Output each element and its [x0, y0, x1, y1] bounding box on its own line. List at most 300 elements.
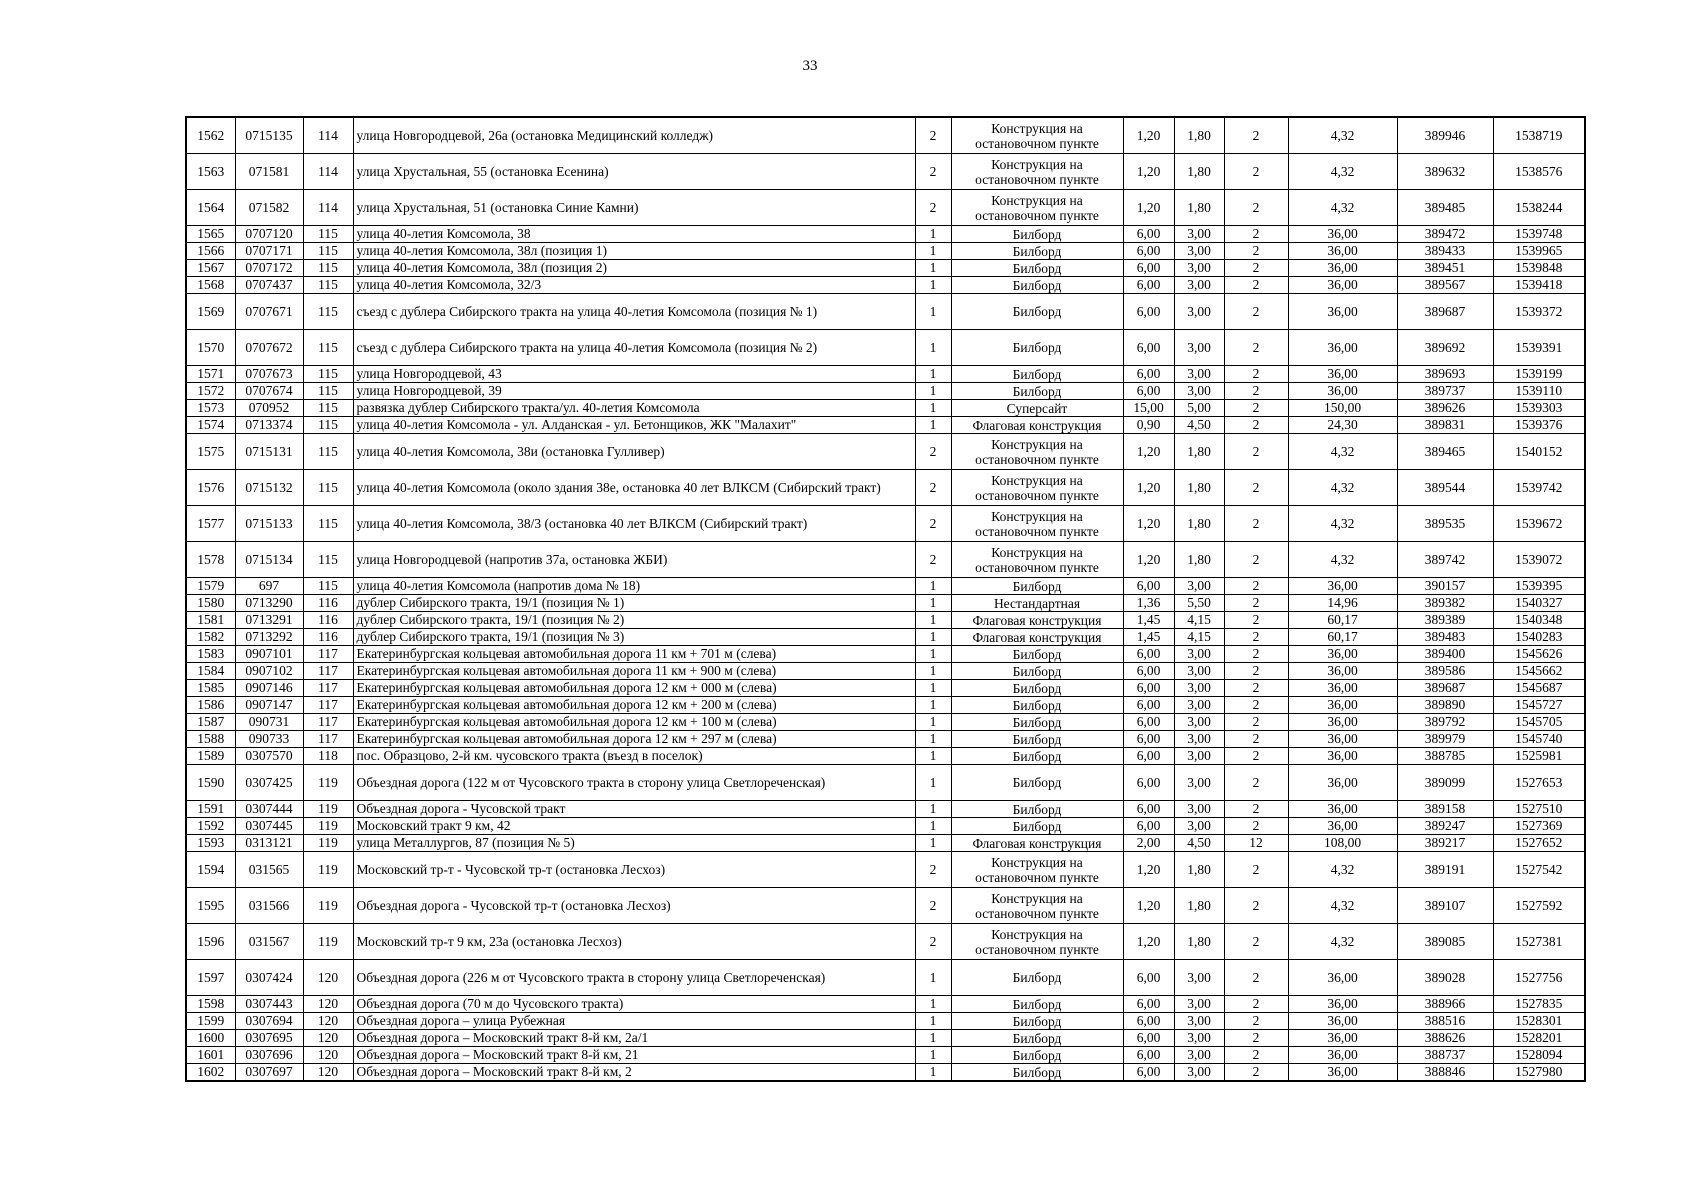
- cell-zone: 117: [303, 646, 353, 663]
- cell-coord-y: 1539391: [1493, 330, 1585, 366]
- cell-area: 108,00: [1288, 835, 1397, 852]
- cell-coord-x: 388626: [1397, 1030, 1493, 1047]
- cell-zone: 115: [303, 226, 353, 243]
- cell-sides: 1: [915, 960, 951, 996]
- cell-address: улица Металлургов, 87 (позиция № 5): [353, 835, 915, 852]
- cell-area: 24,30: [1288, 417, 1397, 434]
- cell-width: 6,00: [1123, 748, 1174, 765]
- cell-row-number: 1588: [186, 731, 235, 748]
- cell-height: 1,80: [1174, 470, 1224, 506]
- cell-address: пос. Образцово, 2-й км. чусовского тракта (въезд в поселок): [353, 748, 915, 765]
- cell-faces: 2: [1224, 818, 1288, 835]
- cell-code: 0707673: [235, 366, 303, 383]
- cell-width: 1,20: [1123, 852, 1174, 888]
- cell-address: Объездная дорога (70 м до Чусовского тракта): [353, 996, 915, 1013]
- cell-coord-x: 389483: [1397, 629, 1493, 646]
- cell-area: 36,00: [1288, 578, 1397, 595]
- cell-structure-type: Билборд: [951, 1013, 1123, 1030]
- cell-coord-y: 1539848: [1493, 260, 1585, 277]
- cell-structure-type: Конструкция на остановочном пункте: [951, 190, 1123, 226]
- cell-code: 0307444: [235, 801, 303, 818]
- cell-code: 0313121: [235, 835, 303, 852]
- cell-coord-x: 389191: [1397, 852, 1493, 888]
- cell-zone: 119: [303, 924, 353, 960]
- cell-code: 0907146: [235, 680, 303, 697]
- table-row: [186, 646, 1585, 663]
- cell-code: 0307425: [235, 765, 303, 801]
- cell-faces: 2: [1224, 714, 1288, 731]
- table-row: [186, 731, 1585, 748]
- cell-zone: 115: [303, 434, 353, 470]
- cell-coord-x: 388846: [1397, 1064, 1493, 1082]
- cell-area: 36,00: [1288, 680, 1397, 697]
- table-row: [186, 260, 1585, 277]
- cell-sides: 1: [915, 680, 951, 697]
- cell-code: 031565: [235, 852, 303, 888]
- cell-width: 1,20: [1123, 154, 1174, 190]
- cell-area: 4,32: [1288, 852, 1397, 888]
- cell-zone: 117: [303, 697, 353, 714]
- cell-faces: 2: [1224, 190, 1288, 226]
- cell-sides: 1: [915, 612, 951, 629]
- cell-width: 1,36: [1123, 595, 1174, 612]
- cell-code: 0713374: [235, 417, 303, 434]
- cell-area: 60,17: [1288, 612, 1397, 629]
- cell-row-number: 1592: [186, 818, 235, 835]
- cell-structure-type: Флаговая конструкция: [951, 835, 1123, 852]
- cell-area: 4,32: [1288, 506, 1397, 542]
- cell-sides: 1: [915, 748, 951, 765]
- cell-row-number: 1594: [186, 852, 235, 888]
- cell-height: 1,80: [1174, 542, 1224, 578]
- cell-row-number: 1578: [186, 542, 235, 578]
- cell-faces: 2: [1224, 1030, 1288, 1047]
- cell-structure-type: Билборд: [951, 243, 1123, 260]
- cell-area: 36,00: [1288, 1013, 1397, 1030]
- cell-faces: 2: [1224, 542, 1288, 578]
- cell-faces: 2: [1224, 470, 1288, 506]
- cell-coord-y: 1539072: [1493, 542, 1585, 578]
- cell-coord-y: 1539742: [1493, 470, 1585, 506]
- cell-faces: 2: [1224, 888, 1288, 924]
- cell-code: 0715135: [235, 117, 303, 154]
- cell-address: съезд с дублера Сибирского тракта на улица 40-летия Комсомола (позиция № 2): [353, 330, 915, 366]
- cell-zone: 115: [303, 383, 353, 400]
- cell-structure-type: Флаговая конструкция: [951, 629, 1123, 646]
- cell-zone: 117: [303, 663, 353, 680]
- cell-height: 3,00: [1174, 330, 1224, 366]
- cell-code: 0715131: [235, 434, 303, 470]
- cell-coord-x: 389382: [1397, 595, 1493, 612]
- cell-address: дублер Сибирского тракта, 19/1 (позиция № 1): [353, 595, 915, 612]
- table-row: [186, 714, 1585, 731]
- cell-area: 36,00: [1288, 330, 1397, 366]
- cell-row-number: 1564: [186, 190, 235, 226]
- cell-area: 36,00: [1288, 243, 1397, 260]
- cell-structure-type: Билборд: [951, 680, 1123, 697]
- table-body: [186, 117, 1585, 1081]
- cell-width: 6,00: [1123, 383, 1174, 400]
- cell-width: 6,00: [1123, 731, 1174, 748]
- cell-height: 3,00: [1174, 277, 1224, 294]
- cell-width: 6,00: [1123, 646, 1174, 663]
- cell-faces: 2: [1224, 697, 1288, 714]
- cell-coord-x: 388966: [1397, 996, 1493, 1013]
- cell-coord-y: 1527592: [1493, 888, 1585, 924]
- cell-sides: 1: [915, 366, 951, 383]
- cell-faces: 2: [1224, 366, 1288, 383]
- cell-address: Объездная дорога (226 м от Чусовского тракта в сторону улица Светлореченская): [353, 960, 915, 996]
- cell-faces: 2: [1224, 924, 1288, 960]
- cell-coord-x: 389389: [1397, 612, 1493, 629]
- cell-address: Екатеринбургская кольцевая автомобильная дорога 12 км + 200 м (слева): [353, 697, 915, 714]
- cell-row-number: 1563: [186, 154, 235, 190]
- cell-coord-x: 389247: [1397, 818, 1493, 835]
- cell-sides: 2: [915, 542, 951, 578]
- cell-structure-type: Билборд: [951, 663, 1123, 680]
- cell-zone: 120: [303, 1013, 353, 1030]
- cell-coord-x: 389687: [1397, 294, 1493, 330]
- cell-row-number: 1568: [186, 277, 235, 294]
- cell-row-number: 1573: [186, 400, 235, 417]
- cell-sides: 1: [915, 646, 951, 663]
- cell-faces: 12: [1224, 835, 1288, 852]
- cell-coord-x: 389742: [1397, 542, 1493, 578]
- cell-faces: 2: [1224, 400, 1288, 417]
- cell-width: 1,20: [1123, 434, 1174, 470]
- cell-width: 1,45: [1123, 629, 1174, 646]
- cell-row-number: 1581: [186, 612, 235, 629]
- cell-height: 3,00: [1174, 578, 1224, 595]
- cell-code: 0707674: [235, 383, 303, 400]
- cell-zone: 116: [303, 629, 353, 646]
- cell-width: 6,00: [1123, 366, 1174, 383]
- table-row: [186, 243, 1585, 260]
- cell-code: 071582: [235, 190, 303, 226]
- cell-coord-x: 389626: [1397, 400, 1493, 417]
- cell-code: 0907147: [235, 697, 303, 714]
- cell-structure-type: Билборд: [951, 818, 1123, 835]
- table-row: [186, 835, 1585, 852]
- table-row: [186, 294, 1585, 330]
- cell-sides: 1: [915, 595, 951, 612]
- cell-coord-y: 1539199: [1493, 366, 1585, 383]
- cell-address: улица 40-летия Комсомола, 38: [353, 226, 915, 243]
- cell-coord-x: 389085: [1397, 924, 1493, 960]
- cell-area: 4,32: [1288, 888, 1397, 924]
- cell-height: 3,00: [1174, 243, 1224, 260]
- cell-sides: 2: [915, 506, 951, 542]
- cell-width: 1,20: [1123, 888, 1174, 924]
- cell-zone: 117: [303, 731, 353, 748]
- cell-zone: 120: [303, 1064, 353, 1082]
- cell-structure-type: Билборд: [951, 996, 1123, 1013]
- cell-structure-type: Флаговая конструкция: [951, 417, 1123, 434]
- cell-width: 1,20: [1123, 506, 1174, 542]
- cell-area: 60,17: [1288, 629, 1397, 646]
- table-row: [186, 366, 1585, 383]
- cell-area: 4,32: [1288, 434, 1397, 470]
- cell-zone: 120: [303, 996, 353, 1013]
- cell-coord-x: 389535: [1397, 506, 1493, 542]
- cell-row-number: 1583: [186, 646, 235, 663]
- cell-code: 0307443: [235, 996, 303, 1013]
- cell-address: улица 40-летия Комсомола - ул. Алданская - ул. Бетонщиков, ЖК "Малахит": [353, 417, 915, 434]
- cell-area: 36,00: [1288, 818, 1397, 835]
- cell-structure-type: Билборд: [951, 765, 1123, 801]
- cell-coord-x: 388785: [1397, 748, 1493, 765]
- cell-area: 36,00: [1288, 765, 1397, 801]
- table-row: [186, 154, 1585, 190]
- cell-structure-type: Билборд: [951, 1047, 1123, 1064]
- table-row: [186, 748, 1585, 765]
- cell-height: 4,15: [1174, 612, 1224, 629]
- cell-width: 6,00: [1123, 578, 1174, 595]
- cell-sides: 1: [915, 400, 951, 417]
- cell-faces: 2: [1224, 960, 1288, 996]
- cell-zone: 115: [303, 294, 353, 330]
- cell-structure-type: Билборд: [951, 578, 1123, 595]
- cell-code: 0713292: [235, 629, 303, 646]
- cell-code: 0713291: [235, 612, 303, 629]
- cell-sides: 2: [915, 117, 951, 154]
- cell-row-number: 1579: [186, 578, 235, 595]
- cell-coord-x: 389586: [1397, 663, 1493, 680]
- cell-faces: 2: [1224, 434, 1288, 470]
- cell-row-number: 1597: [186, 960, 235, 996]
- cell-height: 3,00: [1174, 260, 1224, 277]
- cell-area: 36,00: [1288, 801, 1397, 818]
- cell-coord-y: 1527542: [1493, 852, 1585, 888]
- cell-zone: 115: [303, 470, 353, 506]
- cell-width: 1,45: [1123, 612, 1174, 629]
- cell-faces: 2: [1224, 383, 1288, 400]
- cell-zone: 115: [303, 366, 353, 383]
- cell-faces: 2: [1224, 595, 1288, 612]
- cell-structure-type: Конструкция на остановочном пункте: [951, 434, 1123, 470]
- cell-address: улица Новгородцевой, 26а (остановка Медицинский колледж): [353, 117, 915, 154]
- cell-zone: 115: [303, 243, 353, 260]
- cell-structure-type: Конструкция на остановочном пункте: [951, 470, 1123, 506]
- cell-structure-type: Конструкция на остановочном пункте: [951, 888, 1123, 924]
- cell-height: 1,80: [1174, 154, 1224, 190]
- cell-zone: 120: [303, 1030, 353, 1047]
- cell-coord-y: 1528094: [1493, 1047, 1585, 1064]
- cell-address: дублер Сибирского тракта, 19/1 (позиция № 3): [353, 629, 915, 646]
- cell-zone: 116: [303, 595, 353, 612]
- cell-coord-x: 389946: [1397, 117, 1493, 154]
- cell-width: 6,00: [1123, 1013, 1174, 1030]
- cell-coord-y: 1540283: [1493, 629, 1585, 646]
- cell-coord-y: 1527653: [1493, 765, 1585, 801]
- cell-structure-type: Билборд: [951, 294, 1123, 330]
- cell-width: 6,00: [1123, 277, 1174, 294]
- cell-faces: 2: [1224, 417, 1288, 434]
- cell-area: 36,00: [1288, 1030, 1397, 1047]
- cell-sides: 1: [915, 383, 951, 400]
- cell-coord-x: 389890: [1397, 697, 1493, 714]
- cell-code: 0307424: [235, 960, 303, 996]
- cell-address: улица Новгородцевой, 43: [353, 366, 915, 383]
- cell-area: 4,32: [1288, 924, 1397, 960]
- cell-area: 14,96: [1288, 595, 1397, 612]
- cell-row-number: 1576: [186, 470, 235, 506]
- cell-faces: 2: [1224, 117, 1288, 154]
- cell-faces: 2: [1224, 154, 1288, 190]
- cell-width: 15,00: [1123, 400, 1174, 417]
- cell-address: Объездная дорога – улица Рубежная: [353, 1013, 915, 1030]
- cell-code: 0707120: [235, 226, 303, 243]
- cell-height: 3,00: [1174, 226, 1224, 243]
- cell-faces: 2: [1224, 578, 1288, 595]
- cell-height: 3,00: [1174, 818, 1224, 835]
- cell-coord-y: 1539376: [1493, 417, 1585, 434]
- cell-coord-y: 1527381: [1493, 924, 1585, 960]
- cell-structure-type: Конструкция на остановочном пункте: [951, 924, 1123, 960]
- cell-code: 0307695: [235, 1030, 303, 1047]
- table-row: [186, 924, 1585, 960]
- table-row: [186, 595, 1585, 612]
- cell-coord-y: 1525981: [1493, 748, 1585, 765]
- cell-width: 6,00: [1123, 801, 1174, 818]
- cell-sides: 1: [915, 578, 951, 595]
- cell-faces: 2: [1224, 243, 1288, 260]
- cell-area: 36,00: [1288, 748, 1397, 765]
- advertising-structures-table: [185, 116, 1586, 1082]
- cell-row-number: 1565: [186, 226, 235, 243]
- cell-structure-type: Билборд: [951, 1030, 1123, 1047]
- cell-height: 3,00: [1174, 765, 1224, 801]
- cell-code: 0715133: [235, 506, 303, 542]
- cell-sides: 1: [915, 260, 951, 277]
- cell-area: 36,00: [1288, 277, 1397, 294]
- cell-address: улица Хрустальная, 51 (остановка Синие Камни): [353, 190, 915, 226]
- table-row: [186, 1064, 1585, 1082]
- cell-coord-y: 1527652: [1493, 835, 1585, 852]
- cell-coord-y: 1540348: [1493, 612, 1585, 629]
- cell-address: улица 40-летия Комсомола (напротив дома № 18): [353, 578, 915, 595]
- cell-coord-x: 389567: [1397, 277, 1493, 294]
- cell-address: Екатеринбургская кольцевая автомобильная дорога 12 км + 000 м (слева): [353, 680, 915, 697]
- cell-coord-x: 390157: [1397, 578, 1493, 595]
- cell-sides: 1: [915, 1013, 951, 1030]
- cell-zone: 115: [303, 417, 353, 434]
- cell-height: 1,80: [1174, 434, 1224, 470]
- cell-code: 0707437: [235, 277, 303, 294]
- cell-height: 3,00: [1174, 960, 1224, 996]
- cell-sides: 1: [915, 996, 951, 1013]
- cell-row-number: 1596: [186, 924, 235, 960]
- cell-code: 0715134: [235, 542, 303, 578]
- cell-coord-y: 1539748: [1493, 226, 1585, 243]
- cell-faces: 2: [1224, 748, 1288, 765]
- cell-height: 3,00: [1174, 996, 1224, 1013]
- cell-coord-x: 389693: [1397, 366, 1493, 383]
- cell-area: 36,00: [1288, 1064, 1397, 1082]
- cell-coord-y: 1539110: [1493, 383, 1585, 400]
- cell-sides: 2: [915, 434, 951, 470]
- cell-width: 1,20: [1123, 190, 1174, 226]
- cell-structure-type: Билборд: [951, 714, 1123, 731]
- cell-address: улица 40-летия Комсомола, 38/3 (остановка 40 лет ВЛКСМ (Сибирский тракт): [353, 506, 915, 542]
- cell-code: 0715132: [235, 470, 303, 506]
- cell-row-number: 1585: [186, 680, 235, 697]
- cell-height: 1,80: [1174, 852, 1224, 888]
- table-row: [186, 818, 1585, 835]
- cell-row-number: 1570: [186, 330, 235, 366]
- cell-height: 3,00: [1174, 294, 1224, 330]
- cell-zone: 119: [303, 852, 353, 888]
- cell-faces: 2: [1224, 226, 1288, 243]
- cell-area: 36,00: [1288, 996, 1397, 1013]
- cell-code: 0307694: [235, 1013, 303, 1030]
- table-row: [186, 697, 1585, 714]
- cell-sides: 1: [915, 277, 951, 294]
- cell-row-number: 1580: [186, 595, 235, 612]
- cell-coord-y: 1527835: [1493, 996, 1585, 1013]
- cell-code: 0707671: [235, 294, 303, 330]
- cell-row-number: 1590: [186, 765, 235, 801]
- cell-width: 6,00: [1123, 243, 1174, 260]
- cell-zone: 119: [303, 765, 353, 801]
- cell-address: дублер Сибирского тракта, 19/1 (позиция № 2): [353, 612, 915, 629]
- cell-width: 6,00: [1123, 714, 1174, 731]
- cell-address: Объездная дорога – Московский тракт 8-й км, 21: [353, 1047, 915, 1064]
- cell-faces: 2: [1224, 996, 1288, 1013]
- cell-width: 6,00: [1123, 663, 1174, 680]
- cell-coord-x: 389107: [1397, 888, 1493, 924]
- cell-row-number: 1599: [186, 1013, 235, 1030]
- cell-address: Московский тракт 9 км, 42: [353, 818, 915, 835]
- cell-coord-x: 388737: [1397, 1047, 1493, 1064]
- cell-area: 4,32: [1288, 190, 1397, 226]
- cell-sides: 1: [915, 801, 951, 818]
- cell-width: 1,20: [1123, 924, 1174, 960]
- cell-width: 2,00: [1123, 835, 1174, 852]
- cell-faces: 2: [1224, 330, 1288, 366]
- table-row: [186, 960, 1585, 996]
- cell-height: 1,80: [1174, 117, 1224, 154]
- cell-row-number: 1566: [186, 243, 235, 260]
- cell-structure-type: Флаговая конструкция: [951, 612, 1123, 629]
- cell-coord-y: 1545727: [1493, 697, 1585, 714]
- page-number: 33: [802, 58, 818, 74]
- cell-height: 4,50: [1174, 835, 1224, 852]
- cell-address: Екатеринбургская кольцевая автомобильная дорога 11 км + 701 м (слева): [353, 646, 915, 663]
- cell-faces: 2: [1224, 612, 1288, 629]
- cell-row-number: 1593: [186, 835, 235, 852]
- cell-coord-y: 1538244: [1493, 190, 1585, 226]
- table-row: [186, 996, 1585, 1013]
- cell-faces: 2: [1224, 277, 1288, 294]
- cell-row-number: 1582: [186, 629, 235, 646]
- cell-coord-x: 389028: [1397, 960, 1493, 996]
- cell-sides: 1: [915, 731, 951, 748]
- cell-sides: 2: [915, 470, 951, 506]
- cell-structure-type: Билборд: [951, 801, 1123, 818]
- cell-area: 36,00: [1288, 731, 1397, 748]
- cell-zone: 119: [303, 888, 353, 924]
- cell-width: 6,00: [1123, 294, 1174, 330]
- cell-structure-type: Билборд: [951, 277, 1123, 294]
- cell-width: 6,00: [1123, 818, 1174, 835]
- cell-coord-x: 389692: [1397, 330, 1493, 366]
- table-row: [186, 852, 1585, 888]
- cell-address: улица 40-летия Комсомола (около здания 38е, остановка 40 лет ВЛКСМ (Сибирский тракт): [353, 470, 915, 506]
- cell-row-number: 1584: [186, 663, 235, 680]
- table-row: [186, 434, 1585, 470]
- cell-coord-y: 1545662: [1493, 663, 1585, 680]
